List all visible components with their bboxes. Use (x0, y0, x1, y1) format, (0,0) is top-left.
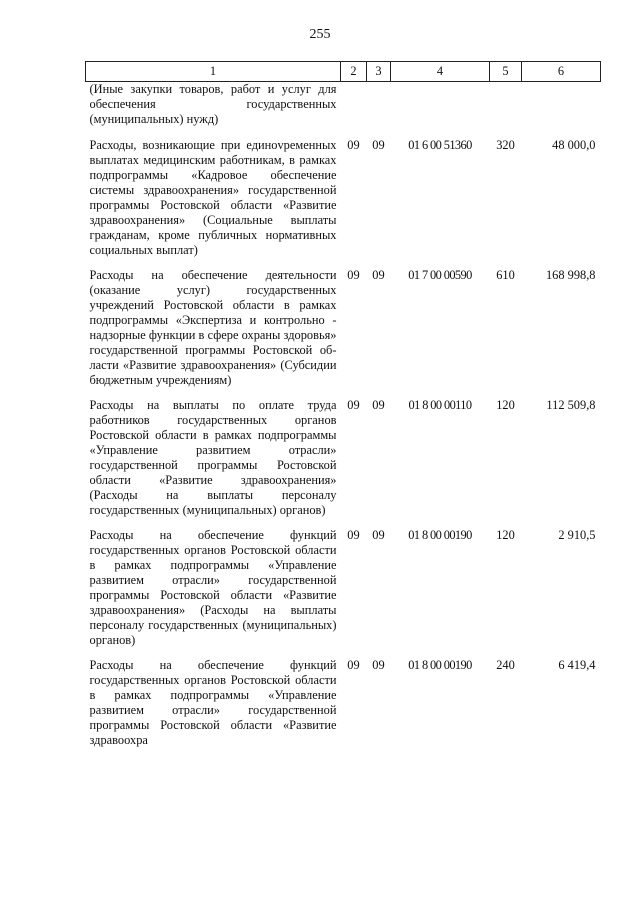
row-section-code: 09 (347, 268, 360, 282)
row-description: Расходы на обеспечение функций государственных органов Ростовской области в рамках подпрограммы «Управление развитием отрасли» государственной программы Ростовской области «Развитие здравоохра (89, 658, 337, 747)
table-row (86, 398, 601, 528)
row-description: Расходы на обеспечение функций государственных органов Ростовской области в рамках подпрограммы «Управление развитием отрасли» государственной программы Ростовской области «Развитие здравоохранения» (Расходы на выплаты персоналу государственных (муниципальных) органов) (89, 528, 337, 647)
row-description: (Иные закупки товаров, работ и услуг для обеспечения государственных (муниципальных) нужд) (89, 82, 337, 126)
row-amount (522, 82, 601, 139)
row-section-code (341, 82, 367, 139)
row-description: Расходы на обеспечение деятельности (оказание услуг) государственных учреждений Ростовской области в рамках подпрограммы «Экспертиза и контрольно - надзорные функции в сфере охраны здоровья» государственной программы Ростовской области «Развитие здравоохранения» (Субсидии бюджетным учреждениям) (89, 268, 337, 387)
column-header-1: 1 (86, 62, 341, 82)
table-row (86, 528, 601, 658)
table-header-row (86, 62, 601, 82)
column-header-4: 4 (391, 62, 490, 82)
row-expense-type-code: 320 (496, 138, 515, 152)
row-amount: 6 419,4 (558, 658, 596, 672)
row-expense-type-code: 120 (496, 528, 515, 542)
row-expense-type-code: 610 (496, 268, 515, 282)
column-header-5: 5 (490, 62, 522, 82)
row-subsection-code: 09 (372, 398, 385, 412)
row-subsection-code: 09 (372, 528, 385, 542)
row-section-code: 09 (347, 528, 360, 542)
row-section-code: 09 (347, 398, 360, 412)
row-description: Расходы на выплаты по оплате труда работников государственных органов Ростовской области в рамках подпрограммы «Управление развитием отрасли» государственной программы Ростовской области «Развитие здравоохранения» (Расходы на выплаты персоналу государственных (муниципальных) органов) (89, 398, 337, 517)
row-subsection-code: 09 (372, 268, 385, 282)
row-subsection-code: 09 (372, 138, 385, 152)
page-number: 255 (309, 27, 331, 42)
row-subsection-code (367, 82, 391, 139)
row-amount: 2 910,5 (558, 528, 596, 542)
row-target-article-code: 01 8 00 00190 (408, 658, 472, 672)
row-expense-type-code: 120 (496, 398, 515, 412)
column-header-6: 6 (522, 62, 601, 82)
row-description: Расходы, возникающие при единоvременных выплатах медицинским работникам, в рамках подпрограммы «Кадровое обеспечение системы здравоохранения» государственной программы Ростовской области «Развитие здравоохранения» (Социальные выплаты гражданам, кроме публичных нормативных социальных выплат) (89, 138, 337, 257)
row-target-article-code: 01 7 00 00590 (408, 268, 472, 282)
row-section-code: 09 (347, 138, 360, 152)
row-expense-type-code (490, 82, 522, 139)
row-target-article-code: 01 8 00 00190 (408, 528, 472, 542)
table-row (86, 658, 601, 758)
row-target-article-code: 01 8 00 00110 (408, 398, 472, 412)
row-expense-type-code: 240 (496, 658, 515, 672)
row-target-article-code: 01 6 00 51360 (408, 138, 472, 152)
budget-table (85, 61, 601, 758)
column-header-2: 2 (341, 62, 367, 82)
row-target-article-code (391, 82, 490, 139)
table-row (86, 138, 601, 268)
row-section-code: 09 (347, 658, 360, 672)
row-amount: 48 000,0 (552, 138, 596, 152)
row-amount: 168 998,8 (545, 268, 596, 282)
table-row (86, 82, 601, 139)
column-header-3: 3 (367, 62, 391, 82)
row-subsection-code: 09 (372, 658, 385, 672)
row-amount: 112 509,8 (546, 398, 596, 412)
table-row (86, 268, 601, 398)
